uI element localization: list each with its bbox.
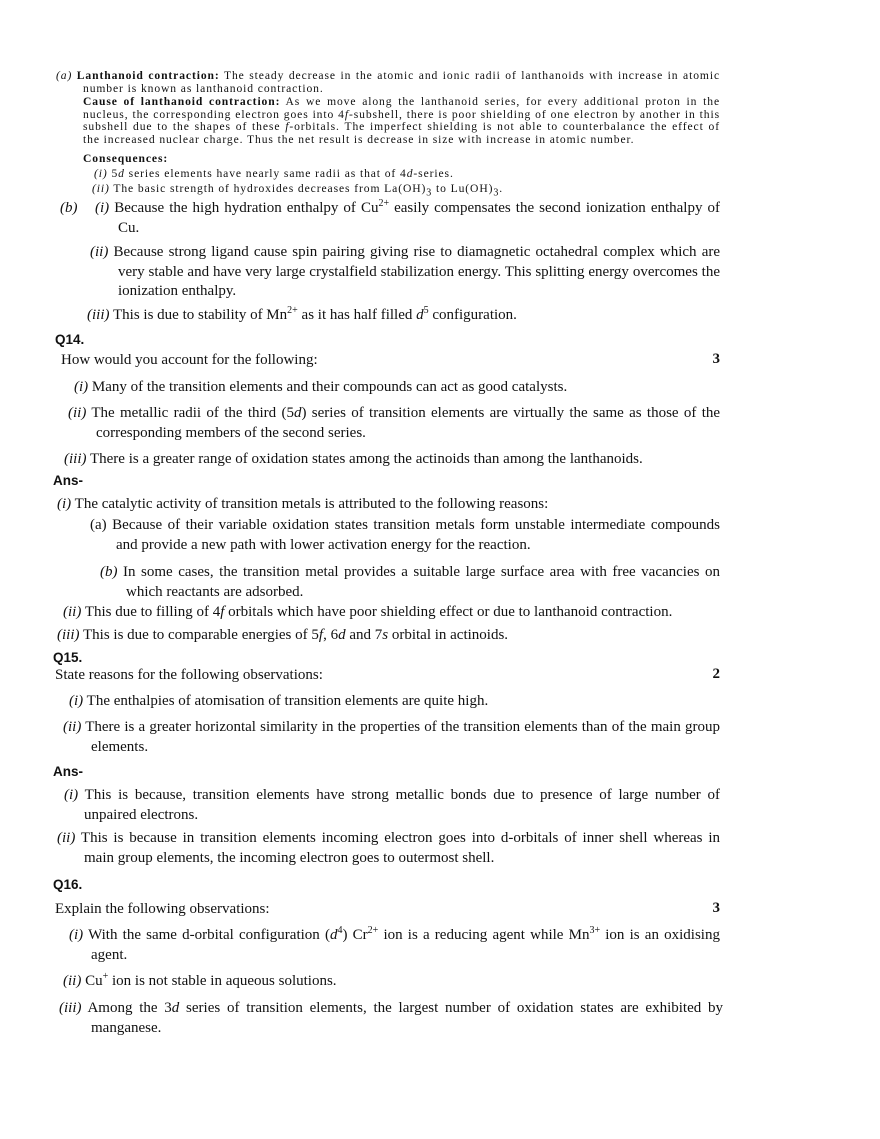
q14-heading: Q14. [55,332,85,347]
text: -series. [413,167,454,180]
superscript: 3+ [589,925,601,936]
text: This is due to comparable energies of 5 [82,627,319,643]
italic-d: d [329,927,338,943]
answer-b-i [95,199,720,238]
italic-s: s [382,627,389,643]
italic-d: d [118,167,125,180]
text: ) series of transition elements are virtually the same as those of the corresponding members of the second series. [96,405,721,441]
text: 5 [111,167,119,180]
subscript: 3 [493,187,500,199]
label: (i) [74,379,89,395]
superscript: 2+ [378,198,390,209]
text: Because strong ligand cause spin pairing giving rise to diamagnetic octahedral complex which are very stable and have very large crystalfield stabilization energy. This splitting energy overcomes the ionization enthalpy. [113,244,721,299]
label: (ii) [57,830,76,846]
answer-b-label [60,199,78,219]
q16-heading: Q16. [53,877,83,892]
italic-d: d [406,167,414,180]
text: The basic strength of hydroxides decreases from La(OH) [113,182,427,195]
text: The enthalpies of atomisation of transition elements are quite high. [86,693,489,709]
q15-marks: 2 [712,666,720,682]
label: (ii) [90,244,109,260]
cause-text: -subshell, there is poor shielding of one electron by another in this subshell due to the shapes of these [83,107,720,134]
text: Among the 3 [87,1000,172,1016]
text: Cu [85,973,103,989]
consequences-title [83,153,168,166]
text: to Lu(OH) [432,182,494,195]
superscript: 5 [423,305,429,316]
answer-a-lanthanoid-contraction [56,70,720,95]
q16-item-ii [63,972,720,992]
q16-item-iii [59,999,723,1038]
italic-f: f [344,107,349,121]
text: ) Cr [342,927,368,943]
answer-b-iii [87,306,720,326]
italic-d: d [416,307,424,323]
label: (iii) [57,627,80,643]
label: (b) [100,564,118,580]
text: This is due to stability of Mn [112,307,288,323]
q15-ans-heading: Ans- [53,764,83,779]
label: (ii) [68,405,87,421]
label: (ii) [63,973,82,989]
subscript: 3 [426,187,433,199]
q14-marks: 3 [712,351,720,367]
q15-ans-i [64,786,720,825]
label: (iii) [59,1000,82,1016]
label: (ii) [63,719,82,735]
italic-f: f [285,120,290,134]
text: There is a greater horizontal similarity in the properties of the transition elements than of the main group elements. [85,719,720,755]
definition: The steady decrease in the atomic and ionic radii of lanthanoids with increase in atomic number is known as lanthanoid contraction. [83,69,720,95]
q14-item-iii [64,450,724,470]
q14-ans-iii [57,626,717,646]
text: and 7 [345,627,383,643]
q14-item-i [74,378,720,398]
text: In some cases, the transition metal provides a suitable large surface area with free vacancies on which reactants are adsorbed. [123,564,720,600]
superscript: 2+ [367,925,379,936]
superscript: + [102,971,109,982]
text: Because the high hydration enthalpy of Cu [114,200,379,216]
label: (i) [64,787,79,803]
label: (iii) [87,307,110,323]
text: . [499,182,504,195]
text: easily compensates the second ionization enthalpy of Cu. [118,200,720,236]
q16-question: Explain the following observations: [55,901,270,917]
text: ion is a reducing agent while Mn [378,927,590,943]
q15-question: State reasons for the following observations: [55,667,323,683]
italic-d: d [293,405,302,421]
q15-item-ii [63,718,720,757]
text: ion is not stable in aqueous solutions. [108,973,337,989]
label: (i) [57,496,72,512]
label: (ii) [63,604,82,620]
term: Lanthanoid contraction: [76,69,220,82]
italic-f: f [220,604,225,620]
label: (a) [90,517,107,533]
consequence-i [94,168,714,181]
label: (b) [60,200,78,216]
text: configuration. [428,307,517,323]
label: (i) [95,200,110,216]
italic-d: d [171,1000,180,1016]
q14-ans-ii [63,603,723,623]
cause-paragraph [83,96,720,146]
text: series of transition elements, the largest number of oxidation states are exhibited by manganese. [91,1000,723,1036]
text: ion is an oxidising agent. [91,927,720,963]
text: With the same d-orbital configuration ( [88,927,330,943]
text: This is because, transition elements have strong metallic bonds due to presence of large number of unpaired electrons. [84,787,720,823]
label: (a) [56,69,73,82]
text: Because of their variable oxidation states transition metals form unstable intermediate compounds and provide a new path with lower activation energy for the reaction. [112,517,720,553]
q14-question: How would you account for the following: [61,352,318,368]
label: (ii) [92,182,110,195]
q14-ans-a [90,516,720,555]
cause-text: -orbitals. The imperfect shielding is not able to counterbalance the effect of the increased nuclear charge. Thus the net result is decrease in size with increase in atomic number. [83,120,720,146]
q16-item-i [69,926,720,965]
q15-ans-ii [57,829,720,868]
text: orbital in actinoids. [388,627,509,643]
text: series elements have nearly same radii as that of 4 [124,167,407,180]
q14-ans-b [100,563,720,602]
superscript: 4 [337,925,343,936]
text: This is because in transition elements incoming electron goes into d-orbitals of inner shell whereas in main group elements, the incoming electron goes to outermost shell. [80,830,721,866]
text: as it has half filled [297,307,417,323]
q14-ans-heading: Ans- [53,473,83,488]
q15-item-i [69,692,720,712]
superscript: 2+ [287,305,298,316]
q15-heading: Q15. [53,650,83,665]
text: Many of the transition elements and their compounds can act as good catalysts. [91,379,568,395]
italic-f: f [318,627,324,643]
text: This due to filling of 4 [84,604,221,620]
text: The catalytic activity of transition metals is attributed to the following reasons: [74,496,549,512]
answer-b-ii [90,243,720,302]
italic-d: d [338,627,346,643]
q14-item-ii [68,404,720,443]
text: , 6 [323,627,339,643]
text: The metallic radii of the third (5 [91,405,294,421]
label: (i) [94,167,108,180]
cause-text: As we move along the lanthanoid series, for every additional proton in the nucleus, the corresponding electron goes into 4 [83,95,720,121]
text: There is a greater range of oxidation states among the actinoids than among the lanthanoids. [89,451,643,467]
consequences-label: Consequences: [83,152,169,165]
label: (iii) [64,451,87,467]
text: orbitals which have poor shielding effect or due to lanthanoid contraction. [224,604,673,620]
consequence-ii [92,182,712,199]
cause-title: Cause of lanthanoid contraction: [83,95,281,108]
q16-marks: 3 [712,900,720,916]
label: (i) [69,927,84,943]
label: (i) [69,693,84,709]
q14-ans-i [57,495,720,515]
